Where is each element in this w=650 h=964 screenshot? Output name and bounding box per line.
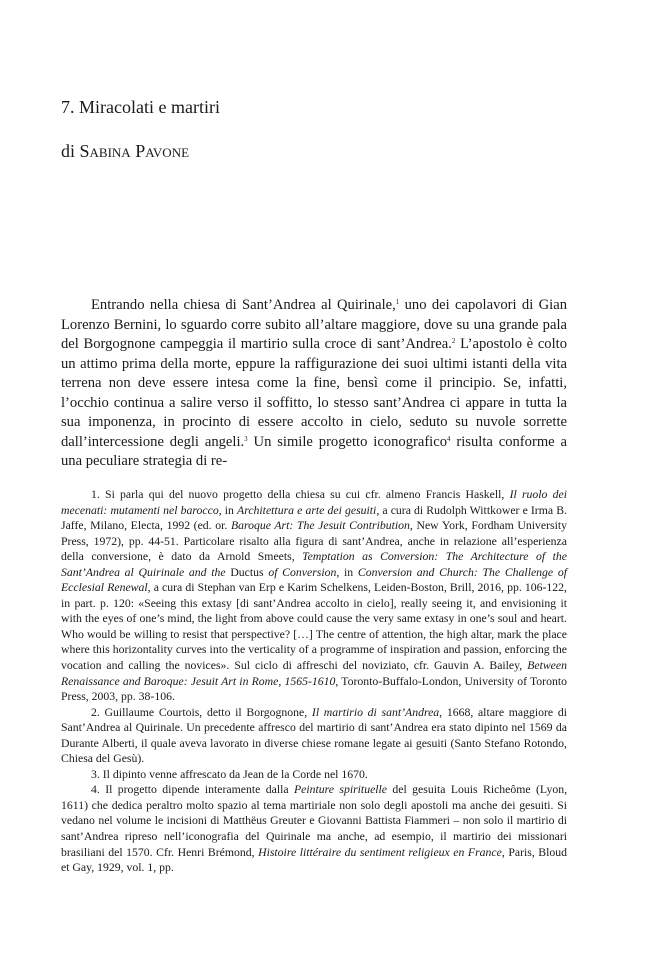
body-text-run: uno dei capolavori di Gian Lorenzo Bernini, lo sguardo corre subito all’altare maggiore, dove su una grande pala del Borgognone campeggia il martirio sulla croce di sant’Andrea. <box>61 297 567 352</box>
note-title: Histoire littéraire du sentiment religieux en France <box>258 845 502 859</box>
body-paragraph <box>61 296 567 472</box>
author-byline <box>61 140 189 162</box>
note-text: , a cura di Rudolph Wittkower e Irma B. Jaffe, Milano, Electa, 1992 (ed. or. <box>61 503 567 533</box>
note-text: , Toronto-Buffalo-London, University of Toronto Press, 2003, pp. 38-106. <box>61 674 567 704</box>
footnote-ref-2: 2 <box>451 337 456 345</box>
note-title: Conversion and Church: The Challenge of Ecclesial Renewal <box>61 565 567 595</box>
footnote-ref-1: 1 <box>395 298 400 306</box>
note-text: 2. Guillaume Courtois, detto il Borgognone, <box>91 705 312 719</box>
note-text: , New York, Fordham University Press, 1972), pp. 44-51. Particolare risalto alla figura di sant’Andrea, anche in relazione all’esperienza della conversione, è dato da Arnold Smeets, <box>61 519 567 564</box>
note-text: Ductus <box>225 565 269 579</box>
author-name: Sabina Pavone <box>79 141 190 161</box>
note-title: Il ruolo dei mecenati: mutamenti nel barocco <box>61 488 568 517</box>
note-text: , in <box>336 565 358 579</box>
note-text: , a cura di Stephan van Erp e Karim Schelkens, Leiden-Boston, Brill, 2016, pp. 106-122, in part. p. 120: «Seeing this extasy [di sant’Andrea accolto in cielo], really seeing it, and envisioning it with the eyes of one’s mind, the light from above could cause the very same extasy in one’s soul and heart. Who would be willing to resist that perspective? […] The centre of attention, the high altar, mark the place where this horizontality curves into the verticality of a programme of inspiration and passion, enforcing the vocation and calling the novices». Sul ciclo di affreschi del noviziato, cfr. Gauvin A. Bailey, <box>61 581 567 673</box>
note-text: 4. Il progetto dipende interamente dalla <box>91 783 294 797</box>
body-text-run: risulta conforme a una peculiare strategia di re- <box>61 433 567 469</box>
author-prefix: di <box>61 141 76 161</box>
note-title: Temptation as Conversion: The Architecture of the Sant’Andrea al Quirinale and the <box>61 550 567 579</box>
footnote-ref-4: 4 <box>447 434 451 443</box>
footnote-2 <box>61 705 567 767</box>
body-text-run: Un simile progetto iconografico <box>247 433 448 450</box>
note-text: , in <box>218 503 238 517</box>
body-text-run: L’apostolo è colto un attimo prima della morte, eppure la raffigurazione dei suoi ultimi istanti della vita terrena non deve essere intesa come la fine, bensì come il principio. Se, infatti, l’occhio continua a salire verso il soffitto, lo stesso sant’Andrea ci appare in tutta la sua imponenza, in procinto di essere accolto in cielo, seduto su nuvole sorrette dall’intercessione degli angeli. <box>61 336 567 450</box>
note-text: , 1668, altare maggiore di Sant’Andrea al Quirinale. Un precedente affresco del martirio di sant’Andrea era stato dipinto nel 1569 da Durante Alberti, il quale aveva lavorato in diverse chiese romane legate ai gesuiti (Santo Stefano Rotondo, Chiesa del Gesù). <box>61 705 567 766</box>
note-title: Architettura e arte dei gesuiti <box>237 503 377 517</box>
note-text: del gesuita Louis Richeôme (Lyon, 1611) che dedica peraltro molto spazio al tema martiriale non solo degli apostoli ma anche dei gesuiti. Si vedano nel volume le incisioni di Matthëus Greuter e Giovanni Battista Fiammeri – non solo il martirio di sant’Andrea ripreso nell’iconografia del Quirinale ma anche, ad esempio, il martirio dei missionari brasiliani del 1570. Cfr. Henri Brémond, <box>61 783 568 859</box>
note-text: 1. Si parla qui del nuovo progetto della chiesa su cui cfr. almeno Francis Haskell, <box>91 488 510 501</box>
footnote-4 <box>61 782 567 875</box>
note-text: , Paris, Bloud et Gay, 1929, vol. 1, pp. <box>61 845 568 875</box>
body-text-run: Entrando nella chiesa di Sant’Andrea al Quirinale, <box>91 297 396 313</box>
body-text <box>61 296 567 472</box>
note-title: Between Renaissance and Baroque: Jesuit Art in Rome, 1565-1610 <box>61 659 567 688</box>
footnote-1 <box>61 487 567 705</box>
footnote-ref-3: 3 <box>244 434 248 443</box>
footnote-3: 3. Il dipinto venne affrescato da Jean de la Corde nel 1670. <box>91 767 368 781</box>
chapter-title: 7. Miracolati e martiri <box>61 97 220 117</box>
note-title: of Conversion <box>268 565 337 579</box>
note-title: Peinture spirituelle <box>293 783 388 797</box>
note-title: Il martirio di sant’Andrea <box>311 705 440 719</box>
footnotes <box>61 487 567 876</box>
note-title: Baroque Art: The Jesuit Contribution <box>230 519 410 533</box>
